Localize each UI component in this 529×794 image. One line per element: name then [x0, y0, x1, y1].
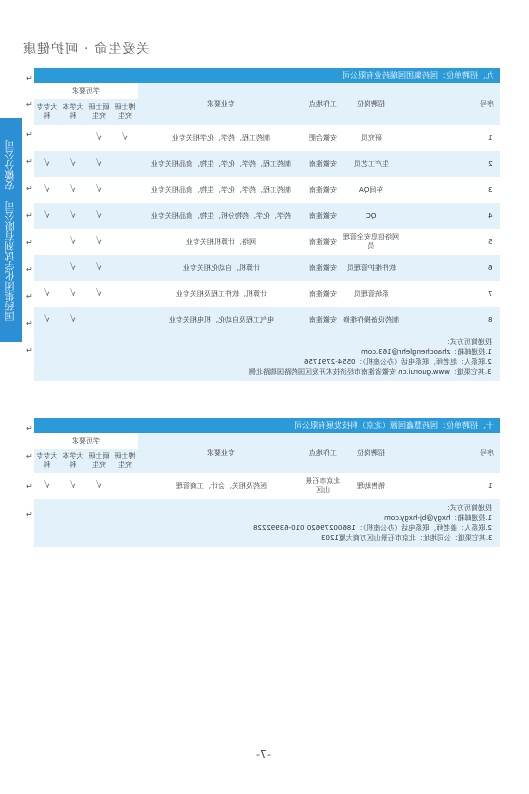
cell-location: 安徽淮南: [304, 281, 342, 307]
cell-major: 制药工程、药学、化学相关专业: [138, 125, 304, 151]
cell-doctor: [112, 151, 138, 177]
section-title: 十、招聘单位：国药慧鑫国源（北京）科技发展有限公司: [34, 418, 500, 433]
cell-bachelor: √: [60, 229, 86, 255]
cell-major: 网络、计算机相关专业: [138, 229, 304, 255]
section-huixin: [34, 418, 500, 547]
page-number: -7-: [256, 748, 271, 761]
return-mark-icon: ↵: [26, 482, 33, 491]
cell-location: 安徽淮南: [304, 307, 342, 333]
return-mark-icon: ↵: [26, 265, 33, 274]
cell-position: 车间QA: [342, 177, 400, 203]
cell-master: √: [86, 125, 112, 151]
job-table: 学历要求 专业要求 工作地点 招聘岗位 序号 大专专科 大学本科 硕士研究生 博士研究生 √ √ 制药工程、药学、化学相关专业 安徽合肥 研究员 1 √ √ √ 制药工程、药学、化学、生物、食品相关专业 安徽淮南 生产工艺员 2 √ √ √ 制药工程、药学、化学、生物、食品相关专业 安徽淮南 车间QA 3 √ √ √ 药学、化学、药物分析、生物、食品相关专业 安徽淮南 QC 4 √ √ 网络、计算机相关专业 安徽淮南 网络信息安全管理员 5 √ √ 计算机、自动化相关专业 安徽淮南 软件维护管理员 6 √ √ √ 计算机、软件工程及相关专业 安徽淮南 系统管理员 7 √ √ 电气工程及自动化、机电相关专业 安徽淮南 制药设备操作维修 8: [34, 83, 500, 333]
cell-major: 计算机、软件工程及相关专业: [138, 281, 304, 307]
return-mark-icon: ↵: [26, 211, 33, 220]
job-table: 学历要求 专业要求 工作地点 招聘岗位 序号 大专专科 大学本科 硕士研究生 博士研究生 √ √ √ 医药及相关、会计、工商管理 北京市石景山区 销售助理 1: [34, 433, 500, 499]
return-mark-icon: ↵: [26, 319, 33, 328]
cell-major: 计算机、自动化相关专业: [138, 255, 304, 281]
cell-doctor: √: [112, 125, 138, 151]
cell-location: 安徽淮南: [304, 229, 342, 255]
cell-position: 生产工艺员: [342, 151, 400, 177]
cell-master: √: [86, 229, 112, 255]
cell-position: 制药设备操作维修: [342, 307, 400, 333]
contact-info: 投递简历方式： 1.投递邮箱：zhaochenglehr@163.com 2.联系人：赵老师，联系电话（办公座机）：0554-2791756 3.其它渠道：www.guorui.cn 安徽省淮南市经济技术开发区国药路国瑞路北侧: [34, 333, 500, 381]
page-slogan: 关爱生命 · 呵护健康: [22, 42, 150, 57]
cell-college: √: [34, 281, 60, 307]
cell-college: [34, 255, 60, 281]
cell-major: 制药工程、药学、化学、生物、食品相关专业: [138, 177, 304, 203]
cell-no: 4: [400, 203, 500, 229]
cell-doctor: [112, 255, 138, 281]
cell-master: √: [86, 151, 112, 177]
cell-doctor: [112, 177, 138, 203]
table-row: [34, 229, 500, 255]
cell-position: 软件维护管理员: [342, 255, 400, 281]
cell-no: 1: [400, 125, 500, 151]
cell-major: 制药工程、药学、化学、生物、食品相关专业: [138, 151, 304, 177]
cell-bachelor: √: [60, 307, 86, 333]
table-row: [34, 281, 500, 307]
table-row: [34, 473, 500, 499]
cell-college: √: [34, 473, 60, 499]
cell-position: 网络信息安全管理员: [342, 229, 400, 255]
cell-location: 安徽合肥: [304, 125, 342, 151]
cell-master: [86, 307, 112, 333]
cell-bachelor: √: [60, 255, 86, 281]
cell-bachelor: √: [60, 281, 86, 307]
cell-bachelor: [60, 125, 86, 151]
cell-bachelor: √: [60, 151, 86, 177]
cell-major: 电气工程及自动化、机电相关专业: [138, 307, 304, 333]
cell-college: √: [34, 151, 60, 177]
return-mark-icon: ↵: [26, 130, 33, 139]
return-mark-icon: ↵: [26, 238, 33, 247]
return-mark-icon: ↵: [26, 74, 33, 83]
return-mark-icon: ↵: [26, 292, 33, 301]
cell-doctor: [112, 281, 138, 307]
cell-position: 销售助理: [342, 473, 400, 499]
cell-college: [34, 229, 60, 255]
cell-master: √: [86, 281, 112, 307]
cell-master: √: [86, 177, 112, 203]
cell-college: √: [34, 177, 60, 203]
cell-doctor: [112, 307, 138, 333]
cell-location: 安徽淮南: [304, 177, 342, 203]
contact-info: 投递简历方式： 1.投递邮箱：hxgy@bj-hxgy.com 2.联系人：姜老师，联系电话（办公座机）：18600279620 010-63992228 3.其它渠道：公司地址：北京市石景山区万商大厦1203: [34, 499, 500, 547]
return-mark-icon: ↵: [26, 184, 33, 193]
table-row: [34, 307, 500, 333]
cell-doctor: [112, 229, 138, 255]
cell-doctor: [112, 473, 138, 499]
table-row: [34, 125, 500, 151]
cell-college: √: [34, 307, 60, 333]
table-row: [34, 177, 500, 203]
table-row: [34, 255, 500, 281]
return-mark-icon: ↵: [26, 157, 33, 166]
cell-location: 安徽淮南: [304, 203, 342, 229]
cell-college: [34, 125, 60, 151]
cell-location: 北京市石景山区: [304, 473, 342, 499]
return-mark-icon: ↵: [26, 424, 33, 433]
section-guorui: [34, 68, 500, 381]
section-title: 九、招聘单位：国药集团国瑞药业有限公司: [34, 68, 500, 83]
cell-doctor: [112, 203, 138, 229]
cell-major: 药学、化学、药物分析、生物、食品相关专业: [138, 203, 304, 229]
table-row: [34, 203, 500, 229]
cell-no: 5: [400, 229, 500, 255]
table-row: [34, 151, 500, 177]
cell-location: 安徽淮南: [304, 255, 342, 281]
side-tab: 国药集团化学试剂有限公司 安徽分公司: [0, 118, 22, 342]
cell-no: 1: [400, 473, 500, 499]
cell-position: 研究员: [342, 125, 400, 151]
cell-no: 8: [400, 307, 500, 333]
cell-no: 7: [400, 281, 500, 307]
return-mark-icon: ↵: [26, 452, 33, 461]
return-mark-icon: ↵: [26, 510, 33, 519]
cell-master: √: [86, 203, 112, 229]
cell-master: √: [86, 255, 112, 281]
cell-no: 2: [400, 151, 500, 177]
cell-position: QC: [342, 203, 400, 229]
cell-bachelor: √: [60, 473, 86, 499]
cell-bachelor: √: [60, 177, 86, 203]
cell-bachelor: √: [60, 203, 86, 229]
cell-location: 安徽淮南: [304, 151, 342, 177]
cell-master: √: [86, 473, 112, 499]
return-mark-icon: ↵: [26, 100, 33, 109]
cell-college: √: [34, 203, 60, 229]
return-mark-icon: ↵: [26, 346, 33, 355]
cell-no: 3: [400, 177, 500, 203]
cell-major: 医药及相关、会计、工商管理: [138, 473, 304, 499]
cell-position: 系统管理员: [342, 281, 400, 307]
cell-no: 6: [400, 255, 500, 281]
